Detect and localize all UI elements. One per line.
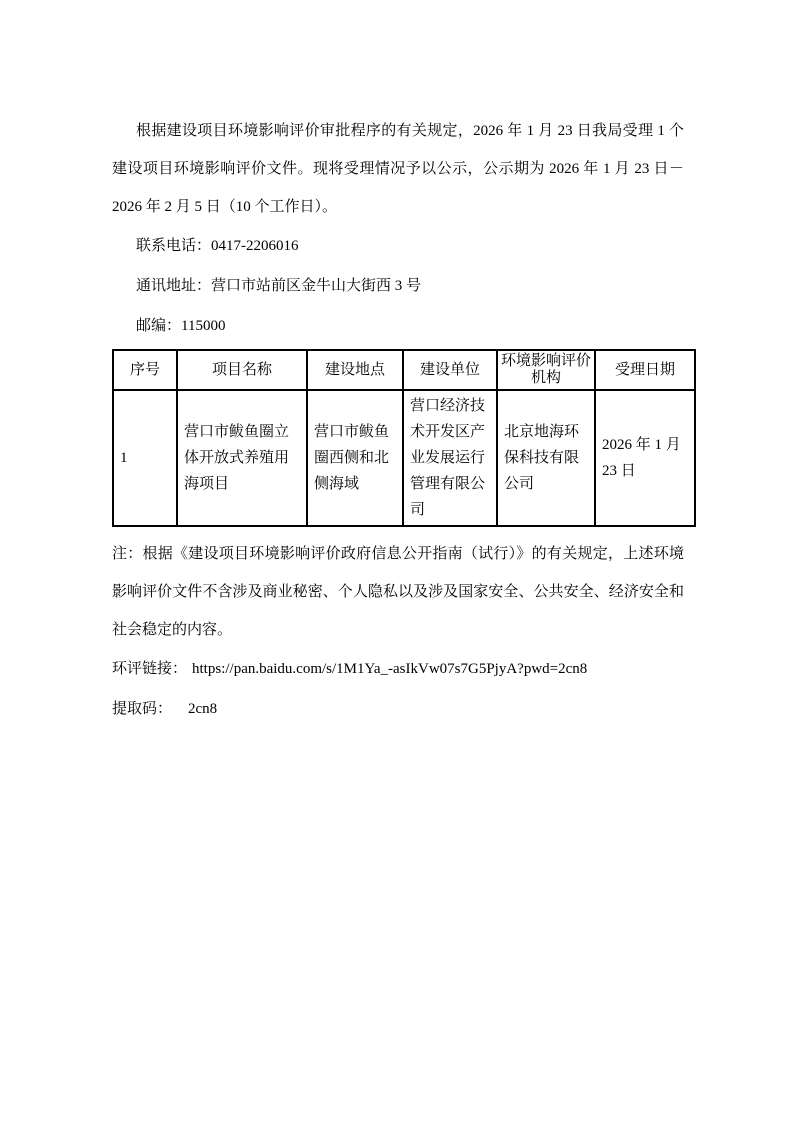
address-value: 营口市站前区金牛山大街西 3 号 [211,278,422,294]
table-row [113,390,695,526]
postal-code-line [112,306,697,346]
table-header-row [113,350,695,390]
acceptance-table [112,349,696,527]
postal-label: 邮编： [136,318,182,334]
header-sequence-number: 序号 [113,350,177,390]
phone-value: 0417-2206016 [211,238,299,254]
eia-link-line [112,649,697,689]
eia-link-label: 环评链接： [112,661,188,677]
extraction-code-line [112,689,697,729]
cell-sequence-number: 1 [113,390,177,526]
cell-construction-unit: 营口经济技术开发区产业发展运行管理有限公司 [403,390,497,526]
header-project-name: 项目名称 [177,350,307,390]
extraction-code-value: 2cn8 [188,701,218,717]
header-construction-location: 建设地点 [307,350,403,390]
cell-construction-location: 营口市鲅鱼圈西侧和北侧海域 [307,390,403,526]
cell-project-name: 营口市鲅鱼圈立体开放式养殖用海项目 [177,390,307,526]
cell-acceptance-date: 2026 年 1 月 23 日 [595,390,695,526]
eia-link-url: https://pan.baidu.com/s/1M1Ya_-asIkVw07s7G5PjyA?pwd=2cn8 [192,661,588,677]
contact-address-line [112,266,697,306]
header-acceptance-date: 受理日期 [595,350,695,390]
address-label: 通讯地址： [136,278,212,294]
contact-phone-line [112,226,697,266]
cell-eia-agency: 北京地海环保科技有限公司 [497,390,595,526]
note-paragraph: 注：根据《建设项目环境影响评价政府信息公开指南（试行）》的有关规定，上述环境影响评价文件不含涉及商业秘密、个人隐私以及涉及国家安全、公共安全、经济安全和社会稳定的内容。 [112,546,684,638]
postal-value: 115000 [181,318,226,334]
header-eia-agency: 环境影响评价机构 [497,350,595,390]
phone-label: 联系电话： [136,238,212,254]
intro-paragraph: 根据建设项目环境影响评价审批程序的有关规定，2026 年 1 月 23 日我局受理 1 个建设项目环境影响评价文件。现将受理情况予以公示，公示期为 2026 年 1 月 23 日－2026 年 2 月 5 日（10 个工作日）。 [112,123,684,215]
extraction-code-label: 提取码： [112,701,173,717]
header-construction-unit: 建设单位 [403,350,497,390]
